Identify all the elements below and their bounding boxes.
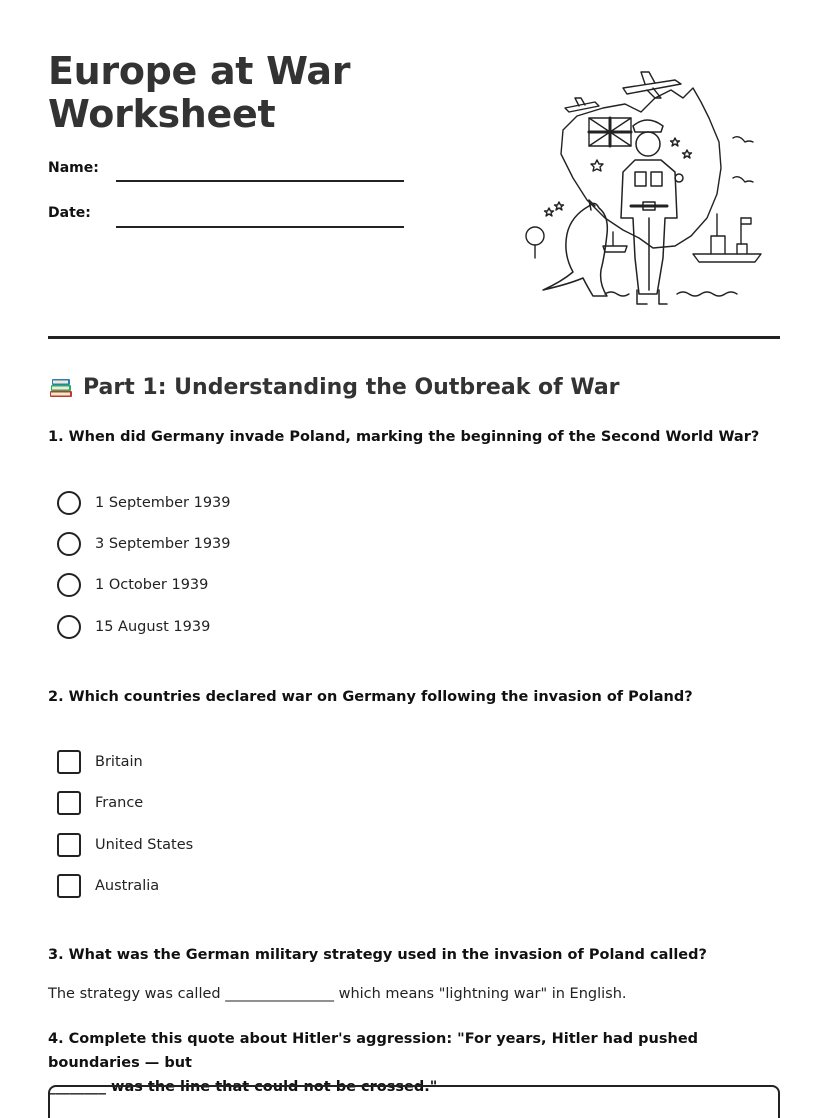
question-1: 1. When did Germany invade Poland, marking the beginning of the Second World War? — [48, 429, 760, 445]
q3-fill-in-blank[interactable]: The strategy was called _______________ which means "lightning war" in English. — [48, 986, 627, 1002]
q1-option-3[interactable] — [57, 573, 208, 597]
name-field[interactable] — [116, 180, 404, 182]
option-label: France — [95, 795, 144, 811]
option-label: 3 September 1939 — [95, 536, 231, 552]
books-icon — [48, 374, 74, 400]
option-label: 15 August 1939 — [95, 619, 211, 635]
date-field[interactable] — [116, 226, 404, 228]
section-1-title-text: Part 1: Understanding the Outbreak of War — [83, 374, 620, 400]
q2-option-1[interactable] — [57, 750, 143, 774]
checkbox[interactable] — [57, 750, 81, 774]
radio-button[interactable] — [57, 573, 81, 597]
page-title — [48, 50, 350, 136]
plane-icon — [623, 72, 681, 98]
title-line-2: Worksheet — [48, 92, 276, 136]
q2-option-4[interactable] — [57, 874, 159, 898]
date-label: Date: — [48, 205, 91, 221]
question-4-line-2: ________ was the line that could not be crossed." — [48, 1079, 438, 1095]
checkbox[interactable] — [57, 791, 81, 815]
radio-button[interactable] — [57, 615, 81, 639]
soldier-icon — [621, 120, 683, 304]
checkbox[interactable] — [57, 874, 81, 898]
question-3: 3. What was the German military strategy used in the invasion of Poland called? — [48, 947, 707, 963]
q1-option-4[interactable] — [57, 615, 210, 639]
option-label: 1 October 1939 — [95, 577, 209, 593]
question-2: 2. Which countries declared war on Germany following the invasion of Poland? — [48, 689, 693, 705]
q2-option-2[interactable] — [57, 791, 143, 815]
union-flag-icon — [589, 118, 631, 146]
option-label: 1 September 1939 — [95, 495, 231, 511]
checkbox[interactable] — [57, 833, 81, 857]
option-label: United States — [95, 837, 194, 853]
kangaroo-icon — [543, 200, 607, 296]
q4-answer-box[interactable] — [48, 1085, 780, 1118]
option-label: Britain — [95, 754, 143, 770]
option-label: Australia — [95, 878, 160, 894]
q1-option-2[interactable] — [57, 532, 231, 556]
soldier-kangaroo-illustration — [515, 68, 785, 313]
q1-option-1[interactable] — [57, 491, 231, 515]
radio-button[interactable] — [57, 491, 81, 515]
section-1-title — [48, 374, 620, 400]
header-divider — [48, 336, 780, 339]
question-4-line-1: 4. Complete this quote about Hitler's aggression: "For years, Hitler had pushed boundaries — but — [48, 1031, 699, 1071]
title-line-1: Europe at War — [48, 49, 351, 93]
warship-icon — [693, 214, 761, 262]
q2-option-3[interactable] — [57, 833, 193, 857]
name-label: Name: — [48, 160, 99, 176]
radio-button[interactable] — [57, 532, 81, 556]
